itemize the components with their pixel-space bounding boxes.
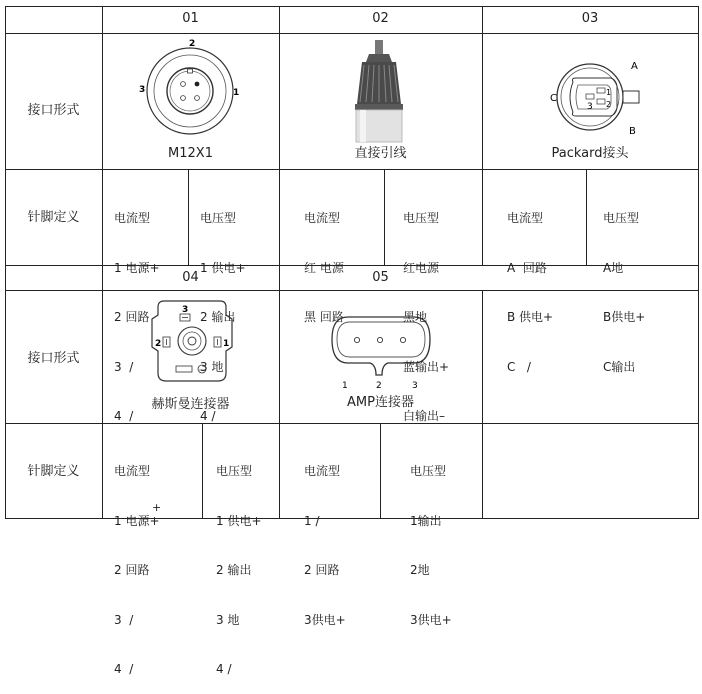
pin-block-04-voltage (216, 430, 262, 694)
table-border-top (5, 6, 699, 7)
pin-line: 1 供电+ (200, 260, 246, 275)
m12-connector-image (103, 34, 279, 149)
table-col-rule (482, 6, 483, 266)
row-label-pins: 针脚定义 (27, 210, 80, 225)
pin-line: C / (507, 359, 531, 374)
pin-line: 1输出 (410, 513, 442, 528)
pin-line: 4 / (114, 662, 134, 676)
packard-pin-2: 2 (606, 100, 612, 109)
row-label-pins: 针脚定义 (27, 464, 80, 479)
pin-line: 3 / (114, 359, 134, 374)
pin-line: 1 / (304, 513, 320, 528)
pin-line: 2 回路 (304, 563, 340, 577)
table-col-rule (279, 6, 280, 519)
direct-lead-caption: 直接引线 (354, 146, 407, 161)
pin-block-01-voltage (200, 177, 246, 441)
pin-title: 电压型 (603, 211, 640, 225)
table-rule (5, 423, 699, 424)
amp-pin-1: 1 (342, 381, 348, 391)
header-04: 04 (182, 270, 199, 285)
hirschmann-pin-3: 3 (182, 305, 189, 315)
amp-pin-2: 2 (376, 381, 382, 391)
pin-line: 黑地 (403, 310, 428, 324)
amp-caption: AMP连接器 (347, 395, 414, 410)
pin-block-03-voltage (603, 177, 645, 392)
pin-block-04-plus-mark: + (152, 501, 162, 514)
pin-subdivider (188, 169, 189, 266)
pin-line: 1 供电+ (216, 513, 262, 528)
pin-line: 2 回路 (114, 310, 150, 324)
pin-title: 电压型 (200, 211, 237, 225)
row-label-interface: 接口形式 (27, 351, 80, 366)
table-rule (5, 169, 699, 170)
table-rule (5, 265, 699, 266)
pin-line: 3供电+ (304, 612, 346, 627)
pin-line: A地 (603, 260, 624, 275)
pin-block-04-current (114, 430, 160, 694)
hirschmann-pin-2: 2 (155, 339, 162, 349)
pin-line: 1 电源+ (114, 513, 160, 528)
pin-line: 3供电+ (410, 612, 452, 627)
m12-pin-label-2: 2 (189, 39, 196, 49)
pin-line: B供电+ (603, 310, 646, 324)
table-border-bottom (5, 518, 699, 519)
pin-line: 3 地 (216, 612, 240, 627)
pin-line: 2地 (410, 563, 430, 577)
pin-line: 3 / (114, 612, 134, 627)
pin-line: A 回路 (507, 260, 547, 275)
pin-line: 4 / (216, 662, 232, 676)
pin-block-05-current (304, 430, 346, 645)
packard-pin-3: 3 (587, 102, 593, 112)
m12-pin-label-3: 3 (139, 85, 146, 95)
table-border-left (5, 6, 6, 519)
pin-subdivider (380, 423, 381, 519)
row-label-interface: 接口形式 (27, 103, 80, 118)
pin-block-01-current (114, 177, 160, 441)
pin-line: 红电源 (403, 260, 440, 275)
pin-line: 1 电源+ (114, 260, 160, 275)
packard-caption: Packard接头 (551, 146, 629, 161)
pin-title: 电流型 (304, 211, 341, 225)
hirschmann-caption: 赫斯曼连接器 (151, 397, 230, 412)
m12-pin-label-1: 1 (233, 88, 240, 98)
pin-line: 2 输出 (200, 310, 236, 324)
m12-caption: M12X1 (168, 146, 213, 161)
pin-title: 电流型 (114, 211, 151, 225)
pin-line: 蓝输出+ (403, 359, 450, 374)
table-col-rule (482, 290, 483, 519)
pin-title: 电流型 (507, 211, 544, 225)
hirschmann-pin-1: 1 (223, 339, 230, 349)
pin-line: 2 输出 (216, 563, 252, 577)
table-border-right (698, 6, 699, 519)
packard-label-c: C (550, 93, 557, 104)
header-03: 03 (581, 11, 599, 26)
amp-pin-3: 3 (412, 381, 418, 391)
pin-line: 红 电源 (304, 260, 344, 275)
pin-block-02-current (304, 177, 344, 342)
pin-line: B 供电+ (507, 310, 554, 324)
pin-title: 电压型 (410, 464, 447, 478)
header-02: 02 (372, 11, 389, 26)
pin-block-02-voltage (403, 177, 449, 441)
pin-title: 电压型 (216, 464, 253, 478)
header-01: 01 (182, 11, 199, 26)
pin-line: 白输出– (403, 409, 446, 423)
packard-pin-1: 1 (606, 88, 612, 97)
pin-line: 2 回路 (114, 563, 150, 577)
pin-block-03-current (507, 177, 553, 392)
pin-line: 黑 回路 (304, 310, 344, 324)
table-rule (5, 290, 699, 291)
header-05: 05 (372, 270, 389, 285)
pin-title: 电流型 (304, 464, 341, 478)
pin-line: 3 地 (200, 359, 224, 374)
pin-subdivider (384, 169, 385, 266)
pin-line: C输出 (603, 359, 636, 374)
pin-title: 电压型 (403, 211, 440, 225)
direct-lead-image (340, 38, 420, 144)
packard-label-a: A (631, 61, 638, 72)
pin-line: 4 / (200, 409, 216, 423)
pin-subdivider (586, 169, 587, 266)
pin-block-05-voltage (410, 430, 452, 645)
pin-line: 4 / (114, 409, 134, 423)
pin-title: 电流型 (114, 464, 151, 478)
packard-connector-image (545, 52, 655, 144)
packard-label-b: B (629, 126, 636, 137)
